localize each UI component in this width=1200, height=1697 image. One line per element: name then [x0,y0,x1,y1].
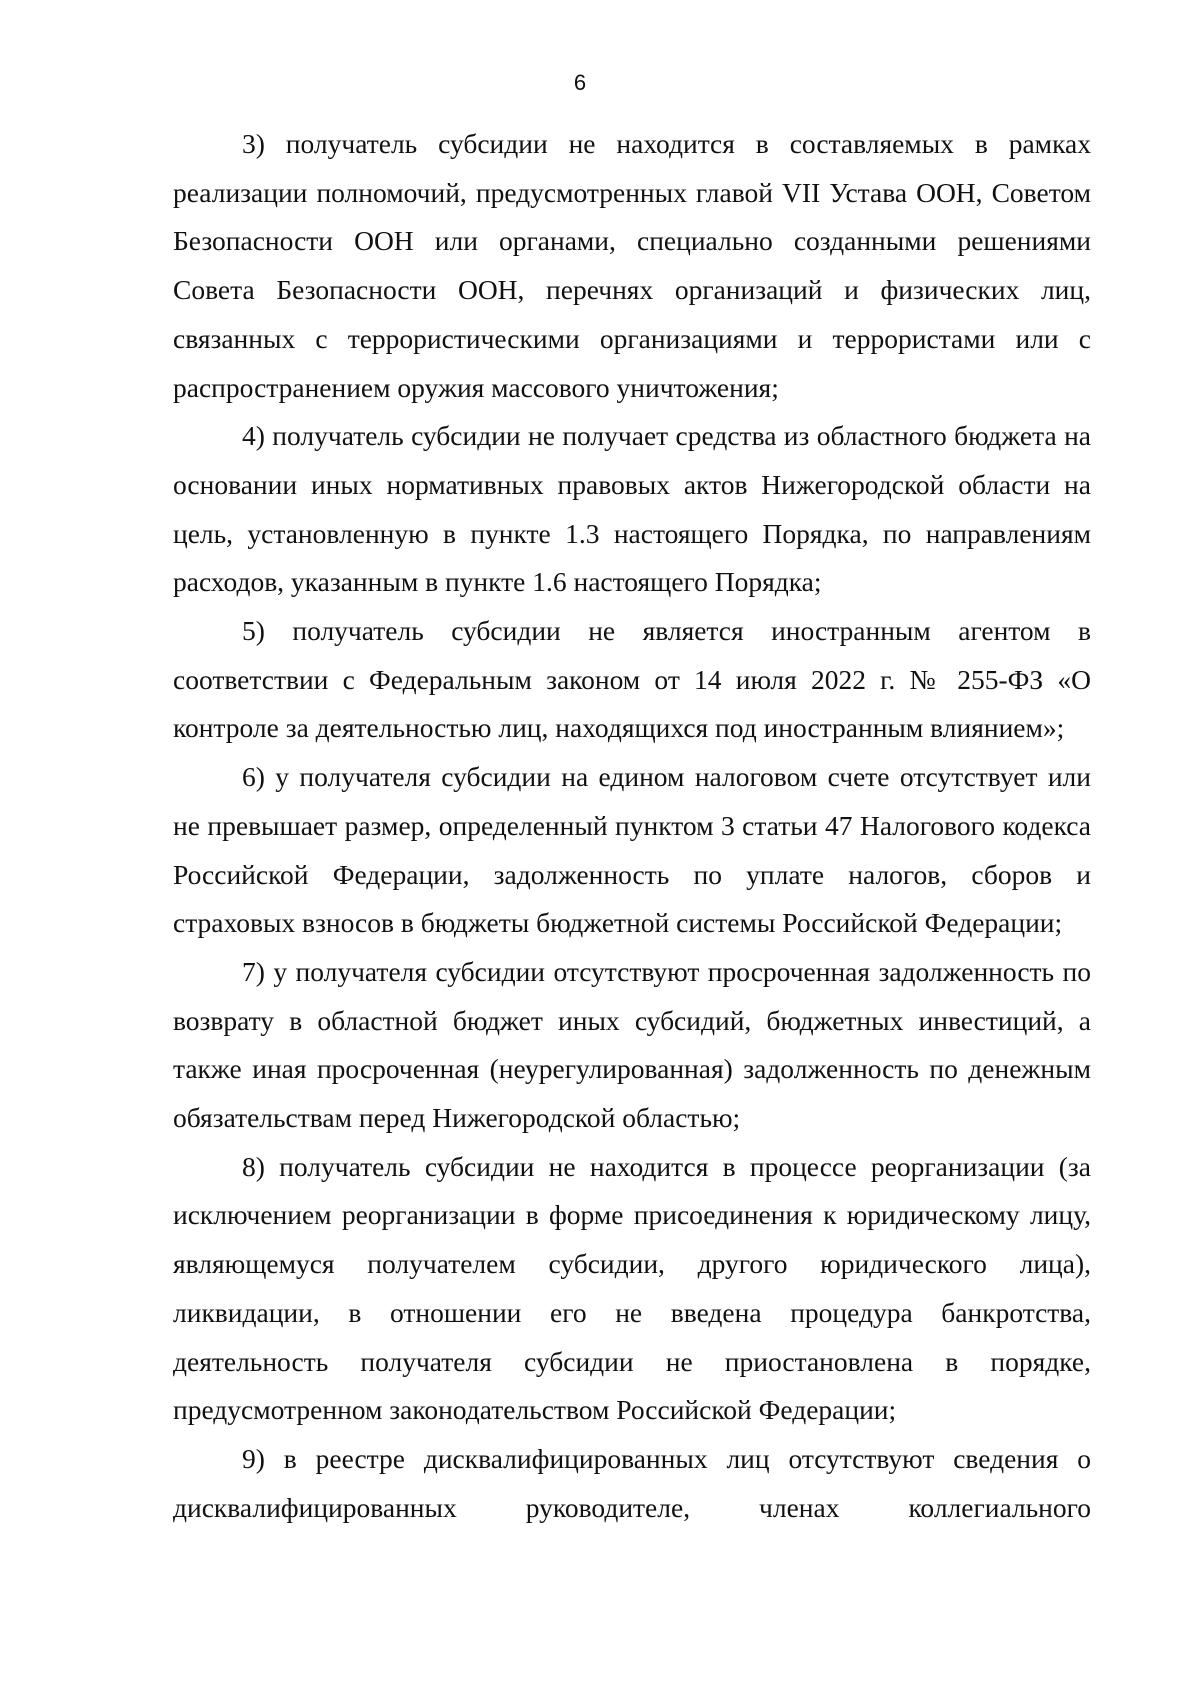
paragraph-item-4: 4) получатель субсидии не получает средства из областного бюджета на основании иных нормативных правовых актов Нижегородской области на цель, установленную в пункте 1.3 настоящего Порядка, по направлениям расходов, указанным в пункте 1.6 настоящего Порядка; [173,420,1091,598]
paragraph-item-5: 5) получатель субсидии не является иностранным агентом в соответствии с Федеральным законом от 14 июля 2022 г. № 255-ФЗ «О контроле за деятельностью лиц, находящихся под иностранным влиянием»; [173,615,1091,744]
paragraph-item-3: 3) получатель субсидии не находится в составляемых в рамках реализации полномочий, предусмотренных главой VII Устава ООН, Советом Безопасности ООН или органами, специально созданными решениями Совета Безопасности ООН, перечнях организаций и физических лиц, связанных с террористическими организациями и террористами или с распространением оружия массового уничтожения; [173,128,1091,403]
paragraph-item-9: 9) в реестре дисквалифицированных лиц отсутствуют сведения о дисквалифицированных руководителе, членах коллегиального [173,1442,1091,1523]
paragraph-item-7: 7) у получателя субсидии отсутствуют просроченная задолженность по возврату в областной бюджет иных субсидий, бюджетных инвестиций, а также иная просроченная (неурегулированная) задолженность по денежным обязательствам перед Нижегородской областью; [173,955,1091,1134]
paragraph-item-6: 6) у получателя субсидии на едином налоговом счете отсутствует или не превышает размер, определенный пунктом 3 статьи 47 Налогового кодекса Российской Федерации, задолженность по уплате налогов, сборов и страховых взносов в бюджеты бюджетной системы Российской Федерации; [173,761,1091,939]
page-number: 6 [573,70,587,95]
document-body [173,120,1091,1532]
paragraph-item-8: 8) получатель субсидии не находится в процессе реорганизации (за исключением реорганизации в форме присоединения к юридическому лицу, являющемуся получателем субсидии, другого юридического лица), ликвидации, в отношении его не введена процедура банкротства, деятельность получателя субсидии не приостановлена в порядке, предусмотренном законодательством Российской Федерации; [173,1150,1091,1426]
